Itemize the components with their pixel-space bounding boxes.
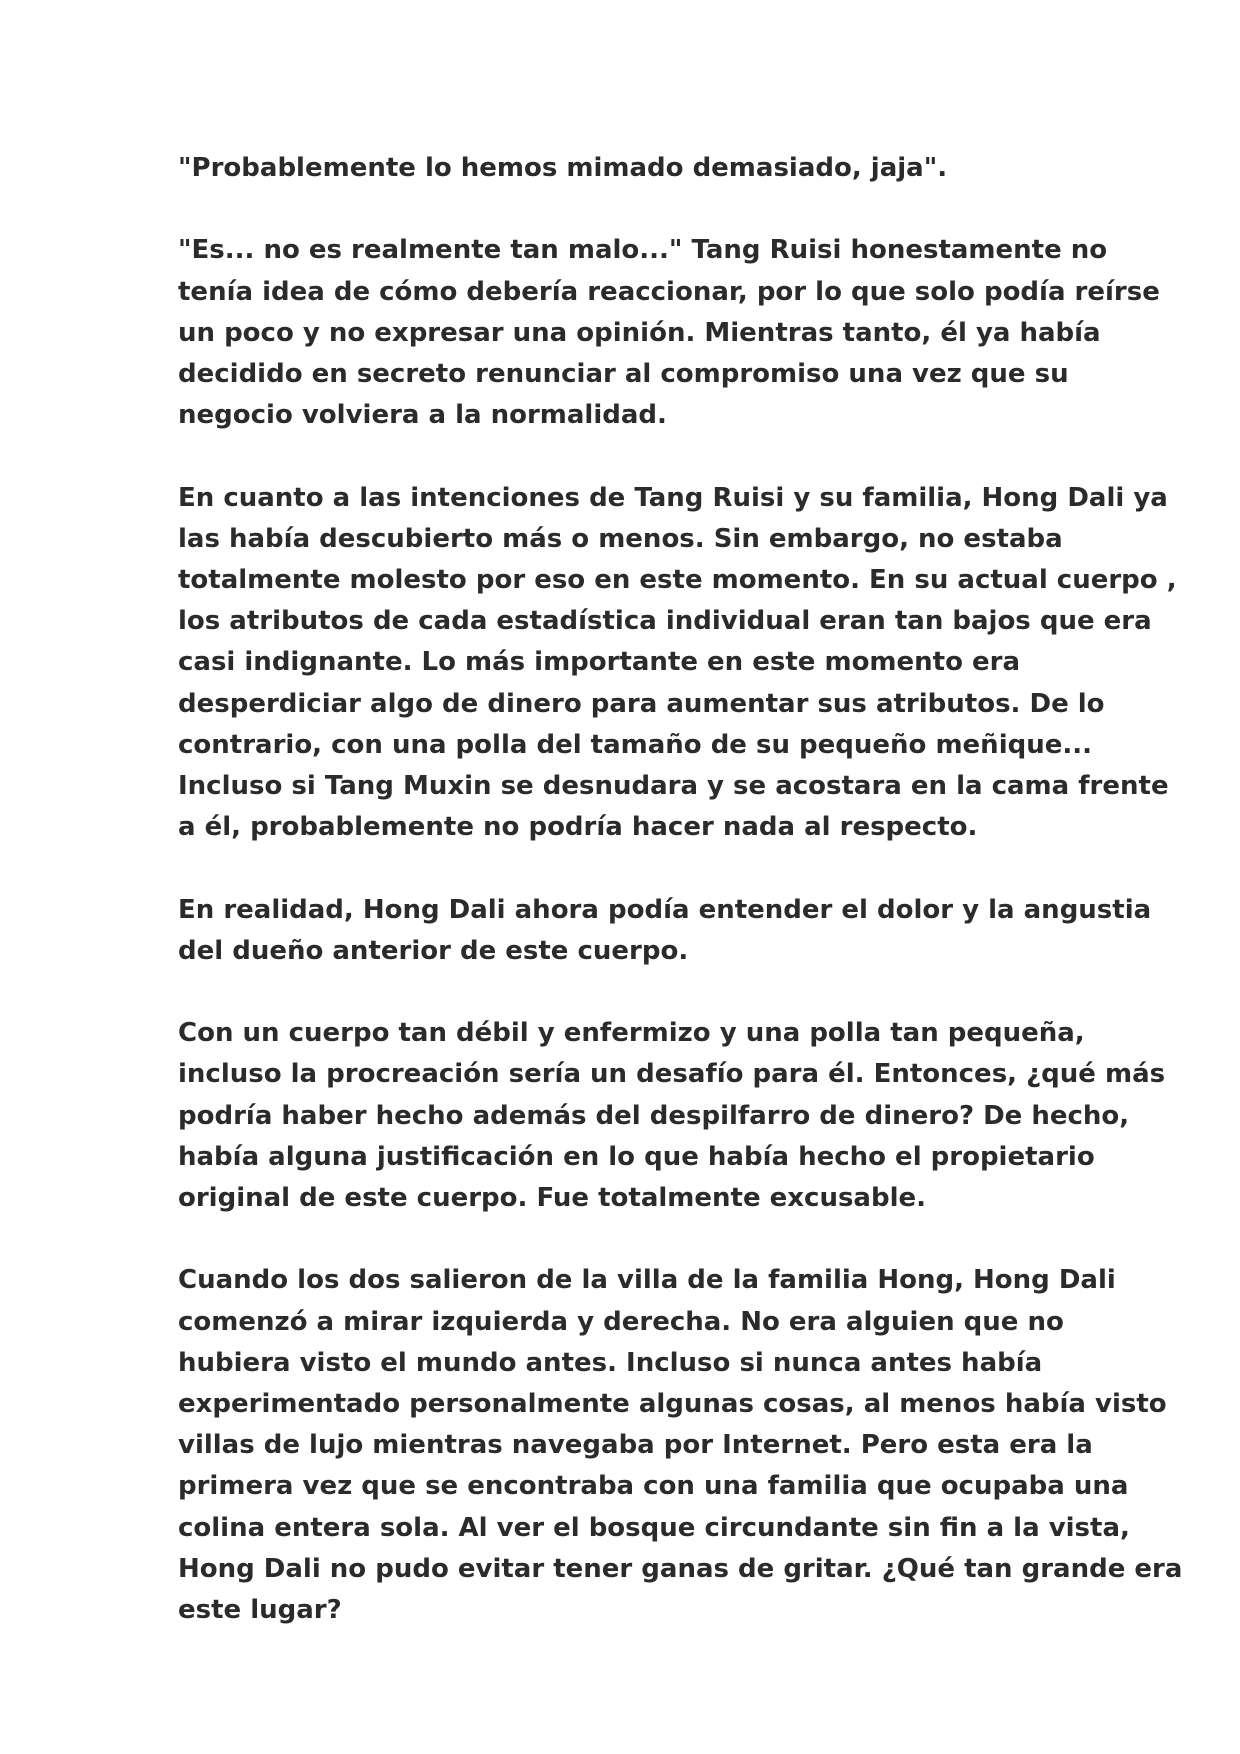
text-line: villas de lujo mientras navegaba por Internet. Pero esta era la bbox=[178, 1430, 1093, 1461]
text-line: experimentado personalmente algunas cosas, al menos había visto bbox=[178, 1389, 1167, 1420]
paragraph bbox=[178, 148, 1078, 189]
text-line: totalmente molesto por eso en este momento. En su actual cuerpo , bbox=[178, 565, 1177, 595]
text-line: comenzó a mirar izquierda y derecha. No era alguien que no bbox=[178, 1306, 1064, 1337]
text-line: un poco y no expresar una opinión. Mientras tanto, él ya había bbox=[178, 317, 1101, 348]
text-line: decidido en secreto renunciar al compromiso una vez que su bbox=[178, 359, 1069, 389]
text-line: del dueño anterior de este cuerpo. bbox=[178, 935, 689, 966]
document-body bbox=[178, 148, 1183, 1672]
text-line: los atributos de cada estadística individual eran tan bajos que era bbox=[178, 606, 1152, 637]
text-line: Cuando los dos salieron de la villa de la familia Hong, Hong Dali bbox=[178, 1265, 1116, 1296]
text-line: casi indignante. Lo más importante en este momento era bbox=[178, 647, 1021, 678]
text-line: tenía idea de cómo debería reaccionar, por lo que solo podía reírse bbox=[178, 276, 1160, 307]
text-line: "Probablemente lo hemos mimado demasiado, jaja". bbox=[178, 153, 948, 183]
text-line: colina entera sola. Al ver el bosque circundante sin fin a la vista, bbox=[178, 1512, 1130, 1543]
text-line: desperdiciar algo de dinero para aumentar sus atributos. De lo bbox=[178, 688, 1105, 719]
text-line: hubiera visto el mundo antes. Incluso si nunca antes había bbox=[178, 1347, 1043, 1378]
text-line: Incluso si Tang Muxin se desnudara y se acostara en la cama frente bbox=[178, 771, 1169, 802]
text-line: negocio volviera a la normalidad. bbox=[178, 400, 667, 431]
text-line: Con un cuerpo tan débil y enfermizo y una polla tan pequeña, bbox=[178, 1018, 1085, 1049]
text-line: En cuanto a las intenciones de Tang Ruisi y su familia, Hong Dali ya bbox=[178, 482, 1168, 513]
text-line: contrario, con una polla del tamaño de su pequeño meñique... bbox=[178, 729, 1092, 760]
paragraph bbox=[178, 890, 1152, 972]
text-line: original de este cuerpo. Fue totalmente excusable. bbox=[178, 1183, 927, 1214]
text-line: a él, probablemente no podría hacer nada al respecto. bbox=[178, 812, 978, 843]
text-line: podría haber hecho además del despilfarro de dinero? De hecho, bbox=[178, 1100, 1130, 1131]
paragraph bbox=[178, 230, 1160, 436]
text-line: En realidad, Hong Dali ahora podía entender el dolor y la angustia bbox=[178, 894, 1152, 925]
text-line: primera vez que se encontraba con una familia que ocupaba una bbox=[178, 1471, 1129, 1502]
text-line: había alguna justificación en lo que había hecho el propietario bbox=[178, 1141, 1095, 1172]
paragraph bbox=[178, 1260, 1183, 1631]
text-line: "Es... no es realmente tan malo..." Tang Ruisi honestamente no bbox=[178, 235, 1108, 266]
text-line: Hong Dali no pudo evitar tener ganas de gritar. ¿Qué tan grande era bbox=[178, 1553, 1183, 1584]
paragraph bbox=[178, 478, 1177, 849]
text-line: incluso la procreación sería un desafío para él. Entonces, ¿qué más bbox=[178, 1059, 1166, 1090]
text-line: este lugar? bbox=[178, 1595, 342, 1626]
text-line: las había descubierto más o menos. Sin embargo, no estaba bbox=[178, 523, 1063, 554]
paragraph bbox=[178, 1013, 1166, 1219]
